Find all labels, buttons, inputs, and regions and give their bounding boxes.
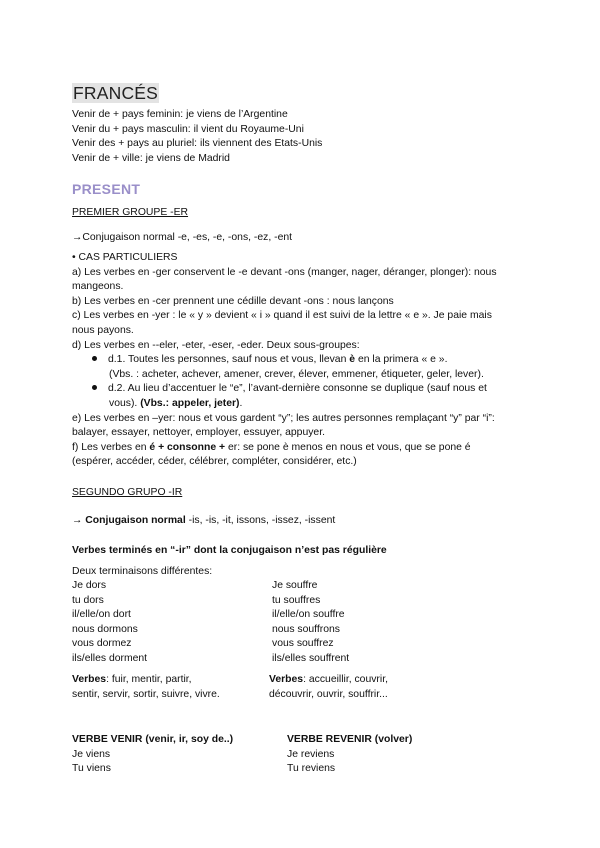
verbes-examples-col2 xyxy=(269,673,388,702)
rule-a-cont: mangeons. xyxy=(72,281,124,293)
rule-f xyxy=(72,441,497,456)
rule-d: d) Les verbes en --eler, -eter, -eser, -eder. Deux sous-groupes: xyxy=(72,339,360,351)
cas-title: • CAS PARTICULIERS xyxy=(72,252,178,263)
rule-d2-cont xyxy=(72,397,497,412)
rule-c: c) Les verbes en -yer : le « y » devient « i » quand il est suivi de la lettre « e ». Je paie mais xyxy=(72,310,492,322)
conjugation-line: ils/elles souffrent xyxy=(272,652,350,664)
verbes-list: : accueillir, couvrir, xyxy=(303,674,388,685)
rule-a: a) Les verbes en -ger conservent le -e devant -ons (manger, nager, déranger, plonger): nous xyxy=(72,266,497,278)
conjugation-line: vous dormez xyxy=(72,638,132,650)
rule-e-cont: balayer, essayer, nettoyer, employer, essuyer, appuyer. xyxy=(72,427,325,439)
rule-f-bold: é + consonne + xyxy=(149,441,226,453)
verbes-line: sentir, servir, sortir, suivre, vivre. xyxy=(72,688,220,700)
groupe2-normal xyxy=(72,514,335,529)
rule-d1-text: d.1. Toutes les personnes, sauf nous et vous, llevan xyxy=(108,354,347,366)
verbes-label: Verbes xyxy=(269,674,304,685)
rule-d1-text-end: en la primera « e ». xyxy=(357,354,448,366)
conjugation-line: nous dormons xyxy=(72,623,138,635)
conjugation-line: tu souffres xyxy=(272,594,321,606)
irregular-heading: Verbes terminés en “-ir” dont la conjugaison n’est pas régulière xyxy=(72,545,387,556)
groupe1-normal: →Conjugaison normal -e, -es, -e, -ons, -ez, -ent xyxy=(72,232,293,243)
rule-d2-period: . xyxy=(239,397,243,409)
revenir-column xyxy=(287,733,412,777)
conjugation-line: Je dors xyxy=(72,580,107,591)
venir-line: Tu viens xyxy=(72,763,111,775)
verbes-list: : fuir, mentir, partir, xyxy=(106,674,192,685)
deux-terminaisons: Deux terminaisons différentes: xyxy=(72,566,213,577)
intro-line: Venir de + ville: je viens de Madrid xyxy=(72,152,230,164)
rule-f-text-end: : se pone è menos en nous et vous, que se pone é xyxy=(237,441,471,453)
rule-c-cont: nous payons. xyxy=(72,324,134,336)
venir-line: Je viens xyxy=(72,748,111,760)
rule-d1 xyxy=(72,353,497,368)
rule-e: e) Les verbes en –yer: nous et vous gardent “y”; les autres personnes remplaçant “y” par “i”: xyxy=(72,412,495,424)
revenir-line: Tu reviens xyxy=(287,763,336,775)
rule-d2-text: d.2. Au lieu d’accentuer le “e”, l’avant-dernière consonne se duplique (sauf nous et xyxy=(108,383,487,395)
venir-section xyxy=(72,733,542,777)
rule-d2 xyxy=(72,382,497,397)
rule-b: b) Les verbes en -cer prennent une cédille devant -ons : nous lançons xyxy=(72,295,394,307)
conjugation-line: Je souffre xyxy=(272,580,318,591)
intro-line: Venir des + pays au pluriel: ils viennent des Etats-Unis xyxy=(72,138,323,150)
revenir-heading: VERBE REVENIR (volver) xyxy=(287,734,413,745)
conjugation-column-souffrir xyxy=(272,579,349,667)
cas-particuliers-block xyxy=(72,251,497,470)
rule-d1-accent: è xyxy=(349,354,356,366)
rule-d1-examples: (Vbs. : acheter, achever, amener, crever, élever, emmener, étiqueter, geler, lever). xyxy=(109,368,484,380)
conjugation-line: ils/elles dorment xyxy=(72,652,148,664)
rule-f-text: f) Les verbes en xyxy=(72,441,147,453)
bullet-icon xyxy=(92,385,97,390)
revenir-line: Je reviens xyxy=(287,748,335,760)
intro-line: Venir de + pays feminin: je viens de l’Argentine xyxy=(72,109,288,120)
rule-d2-examples: (Vbs.: appeler, jeter) xyxy=(140,397,240,409)
rule-f-cont: (espérer, accéder, céder, célébrer, compléter, considérer, etc.) xyxy=(72,456,357,468)
rule-d2-text-cont: vous). xyxy=(109,397,138,409)
groupe2-normal-endings: -is, -is, -it, issons, -issez, -issent xyxy=(188,515,336,526)
conjugation-line: il/elle/on dort xyxy=(72,609,131,621)
venir-heading: VERBE VENIR (venir, ir, soy de..) xyxy=(72,734,234,745)
intro-block xyxy=(72,108,322,166)
verbes-line xyxy=(269,673,388,688)
bullet-icon xyxy=(92,356,97,361)
conjugation-table xyxy=(72,579,542,667)
rule-f-er: er xyxy=(227,441,238,453)
groupe2-normal-bold: Conjugaison normal xyxy=(85,515,186,526)
conjugation-line: vous souffrez xyxy=(272,638,334,650)
conjugation-line: nous souffrons xyxy=(272,623,340,635)
groupe2-heading: SEGUNDO GRUPO -IR xyxy=(72,487,183,498)
arrow-icon: → xyxy=(72,515,83,526)
groupe1-heading: PREMIER GROUPE -ER xyxy=(72,207,189,218)
page-title: FRANCÉS xyxy=(73,83,159,103)
verbes-examples xyxy=(72,673,542,702)
verbes-line: découvrir, ouvrir, souffrir... xyxy=(269,688,388,700)
present-heading: PRESENT xyxy=(72,181,141,197)
verbes-label: Verbes xyxy=(72,674,107,685)
intro-line: Venir du + pays masculin: il vient du Royaume-Uni xyxy=(72,123,304,135)
conjugation-line: tu dors xyxy=(72,594,104,606)
conjugation-line: il/elle/on souffre xyxy=(272,609,345,621)
